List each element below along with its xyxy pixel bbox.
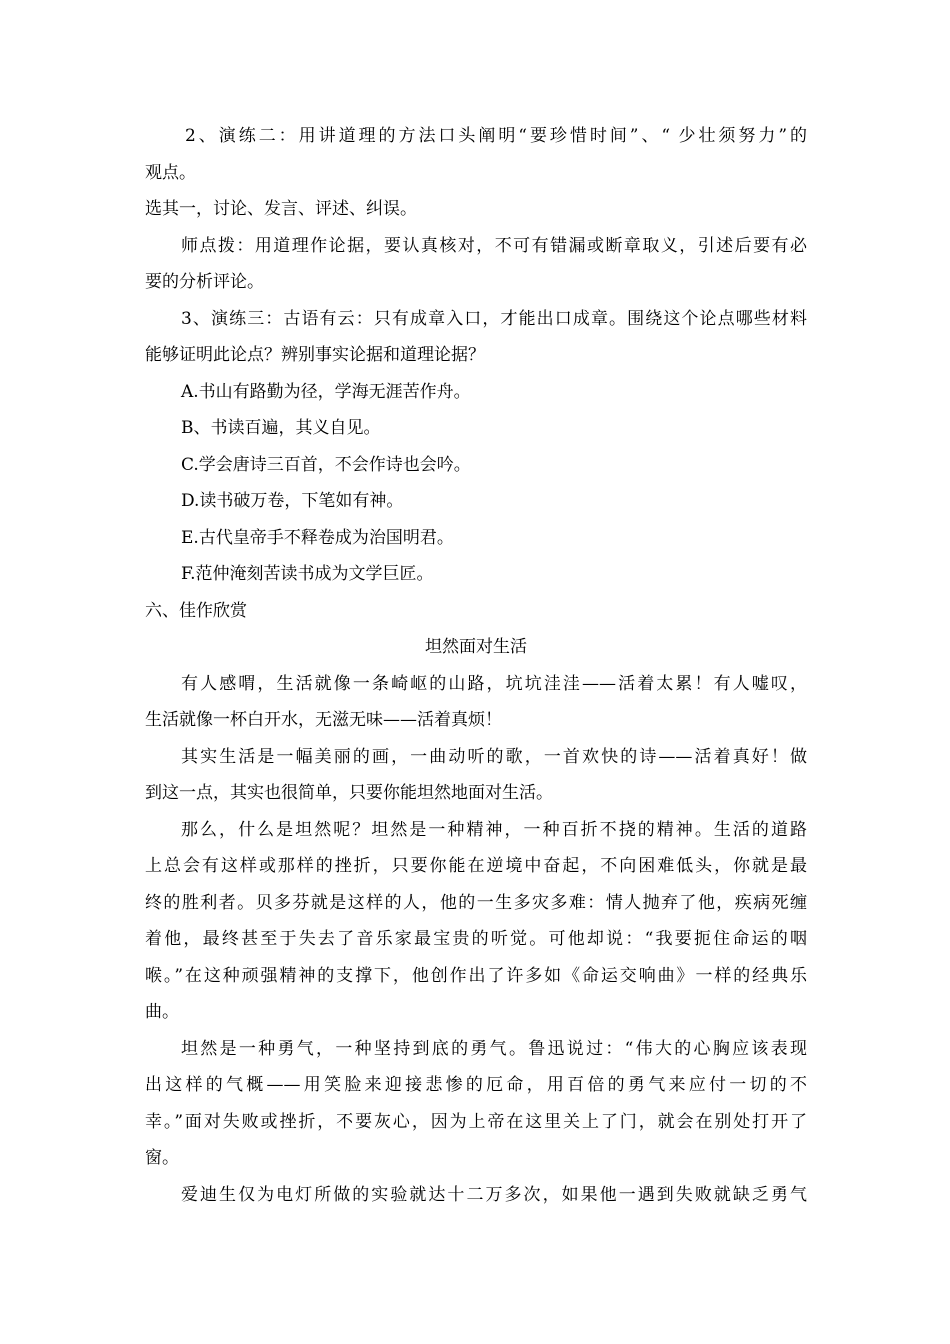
paragraph-line: 终的胜利者。贝多芬就是这样的人，他的一生多灾多难：情人抛弃了他，疾病死缠: [145, 892, 807, 913]
paragraph-line: 到这一点，其实也很简单，只要你能坦然地面对生活。: [145, 783, 553, 803]
paragraph-line: 师点拨：用道理作论据，要认真核对，不可有错漏或断章取义，引述后要有必: [181, 235, 807, 256]
section-heading: 六、佳作欣赏: [145, 600, 247, 621]
essay-title: 坦然面对生活: [425, 637, 527, 657]
paragraph-line: 选其一，讨论、发言、评述、纠误。: [145, 199, 417, 219]
paragraph-line: 出这样的气概——用笑脸来迎接悲惨的厄命，用百倍的勇气来应付一切的不: [145, 1075, 807, 1095]
paragraph-line: 其实生活是一幅美丽的画，一曲动听的歌，一首欢快的诗——活着真好！做: [181, 746, 807, 767]
paragraph-line: 有人感喟，生活就像一条崎岖的山路，坑坑洼洼——活着太累！有人嘘叹，: [181, 673, 807, 694]
option-b: B、书读百遍，其义自见。: [181, 418, 381, 438]
paragraph-line: 要的分析评论。: [145, 272, 264, 292]
option-e: E.古代皇帝手不释卷成为治国明君。: [181, 527, 454, 548]
document-page: [145, 118, 807, 1213]
paragraph-line: 上总会有这样或那样的挫折，只要你能在逆境中奋起，不向困难低头，你就是最: [145, 856, 807, 876]
option-f: F.范仲淹刻苦读书成为文学巨匠。: [181, 564, 434, 584]
paragraph-line: 着他，最终甚至于失去了音乐家最宝贵的听觉。可他却说：“我要扼住命运的咽: [145, 929, 807, 949]
paragraph-line: 曲。: [145, 1002, 179, 1022]
paragraph-line: 窗。: [145, 1148, 179, 1168]
paragraph-line: 2、演练二：用讲道理的方法口头阐明“要珍惜时间”、“ 少壮须努力”的: [185, 126, 807, 146]
paragraph-line: 3、演练三：古语有云：只有成章入口，才能出口成章。围绕这个论点哪些材料: [181, 308, 807, 329]
paragraph-line: 喉。”在这种顽强精神的支撑下，他创作出了许多如《命运交响曲》一样的经典乐: [145, 965, 807, 986]
paragraph-line: 观点。: [145, 162, 196, 183]
paragraph-line: 爱迪生仅为电灯所做的实验就达十二万多次，如果他一遇到失败就缺乏勇气: [181, 1184, 807, 1205]
paragraph-line: 那么，什么是坦然呢？坦然是一种精神，一种百折不挠的精神。生活的道路: [181, 819, 807, 840]
paragraph-line: 能够证明此论点？辨别事实论据和道理论据？: [145, 345, 485, 365]
option-d: D.读书破万卷，下笔如有神。: [181, 491, 404, 511]
paragraph-line: 坦然是一种勇气，一种坚持到底的勇气。鲁迅说过：“伟大的心胸应该表现: [181, 1038, 807, 1059]
paragraph-line: 生活就像一杯白开水，无滋无味——活着真烦！: [145, 710, 502, 730]
paragraph-line: 幸。”面对失败或挫折，不要灰心，因为上帝在这里关上了门，就会在别处打开了: [145, 1111, 807, 1132]
option-c: C.学会唐诗三百首，不会作诗也会吟。: [181, 454, 471, 475]
option-a: A.书山有路勤为径，学海无涯苦作舟。: [181, 381, 471, 402]
